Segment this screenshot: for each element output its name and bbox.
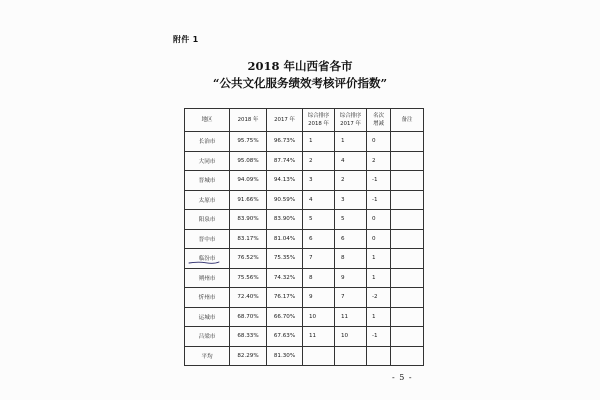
cell-rank-2017: 11 [335, 307, 367, 327]
cell-score-2017: 74.32% [267, 268, 303, 288]
cell-score-2018: 95.08% [230, 151, 267, 171]
cell-score-2017: 94.13% [267, 171, 303, 191]
cell-rank-change: 1 [367, 249, 391, 269]
cell-region: 太原市 [185, 190, 230, 210]
cell-rank-change: 1 [367, 307, 391, 327]
cell-rank-change: -1 [367, 171, 391, 191]
cell-region: 平均 [185, 346, 230, 366]
table-row [185, 190, 424, 210]
cell-region: 朔州市 [185, 268, 230, 288]
cell-score-2017: 83.90% [267, 210, 303, 230]
cell-rank-change: -1 [367, 190, 391, 210]
cell-rank-2018: 2 [303, 151, 335, 171]
cell-region: 阳泉市 [185, 210, 230, 230]
cell-note [391, 171, 424, 191]
table-header-row [185, 109, 424, 132]
attachment-label: 附件 1 [173, 35, 199, 44]
document-title-line2: “公共文化服务绩效考核评价指数” [212, 76, 388, 90]
cell-rank-2017: 8 [335, 249, 367, 269]
cell-rank-2018: 8 [303, 268, 335, 288]
table-row [185, 171, 424, 191]
header-rank-2017: 综合排序 2017 年 [335, 109, 367, 132]
cell-region: 长治市 [185, 132, 230, 152]
cell-note [391, 346, 424, 366]
cell-score-2017: 67.63% [267, 327, 303, 347]
cell-score-2018: 76.52% [230, 249, 267, 269]
ranking-table [184, 108, 424, 366]
cell-score-2017: 96.73% [267, 132, 303, 152]
cell-note [391, 190, 424, 210]
cell-rank-2018: 1 [303, 132, 335, 152]
cell-score-2018: 68.33% [230, 327, 267, 347]
cell-note [391, 268, 424, 288]
header-2017: 2017 年 [267, 109, 303, 132]
cell-rank-change [367, 346, 391, 366]
cell-score-2018: 72.40% [230, 288, 267, 308]
table-row [185, 229, 424, 249]
cell-rank-change: 0 [367, 210, 391, 230]
cell-region: 大同市 [185, 151, 230, 171]
table-row [185, 210, 424, 230]
table-row [185, 132, 424, 152]
table-row [185, 268, 424, 288]
cell-rank-change: -2 [367, 288, 391, 308]
cell-score-2017: 75.35% [267, 249, 303, 269]
cell-score-2017: 90.59% [267, 190, 303, 210]
cell-rank-2018: 11 [303, 327, 335, 347]
cell-rank-2018: 9 [303, 288, 335, 308]
cell-rank-2018: 7 [303, 249, 335, 269]
cell-score-2018: 91.66% [230, 190, 267, 210]
header-region: 地区 [185, 109, 230, 132]
cell-region: 忻州市 [185, 288, 230, 308]
cell-score-2018: 83.17% [230, 229, 267, 249]
header-rank-change: 名次 增减 [367, 109, 391, 132]
cell-note [391, 288, 424, 308]
cell-rank-2017: 3 [335, 190, 367, 210]
cell-note [391, 307, 424, 327]
cell-note [391, 210, 424, 230]
cell-region: 晋中市 [185, 229, 230, 249]
cell-rank-2018: 10 [303, 307, 335, 327]
cell-note [391, 132, 424, 152]
cell-rank-2017: 7 [335, 288, 367, 308]
table-row [185, 249, 424, 269]
cell-note [391, 151, 424, 171]
cell-rank-2018: 4 [303, 190, 335, 210]
cell-rank-2017: 10 [335, 327, 367, 347]
cell-score-2018: 68.70% [230, 307, 267, 327]
cell-score-2017: 81.04% [267, 229, 303, 249]
cell-score-2018: 94.09% [230, 171, 267, 191]
document-title-line1: 2018 年山西省各市 [247, 59, 353, 73]
cell-region: 运城市 [185, 307, 230, 327]
cell-score-2018: 95.75% [230, 132, 267, 152]
header-rank-2018: 综合排序 2018 年 [303, 109, 335, 132]
cell-score-2017: 76.17% [267, 288, 303, 308]
cell-rank-2017: 9 [335, 268, 367, 288]
cell-note [391, 327, 424, 347]
cell-rank-2018: 3 [303, 171, 335, 191]
cell-score-2018: 83.90% [230, 210, 267, 230]
table-row [185, 307, 424, 327]
cell-score-2017: 81.30% [267, 346, 303, 366]
table-row [185, 288, 424, 308]
cell-rank-change: 1 [367, 268, 391, 288]
cell-note [391, 229, 424, 249]
cell-score-2018: 82.29% [230, 346, 267, 366]
table-row [185, 346, 424, 366]
cell-rank-2018: 6 [303, 229, 335, 249]
cell-note [391, 249, 424, 269]
cell-region: 晋城市 [185, 171, 230, 191]
cell-rank-2017: 5 [335, 210, 367, 230]
cell-rank-change: 2 [367, 151, 391, 171]
cell-score-2017: 66.70% [267, 307, 303, 327]
cell-rank-change: -1 [367, 327, 391, 347]
header-2018: 2018 年 [230, 109, 267, 132]
cell-rank-2017: 4 [335, 151, 367, 171]
cell-rank-2018 [303, 346, 335, 366]
cell-rank-change: 0 [367, 132, 391, 152]
cell-rank-2017: 6 [335, 229, 367, 249]
cell-score-2017: 87.74% [267, 151, 303, 171]
cell-score-2018: 75.56% [230, 268, 267, 288]
cell-region: 吕梁市 [185, 327, 230, 347]
table-row [185, 327, 424, 347]
table-row [185, 151, 424, 171]
cell-rank-2017: 2 [335, 171, 367, 191]
cell-rank-change: 0 [367, 229, 391, 249]
header-note: 备注 [391, 109, 424, 132]
cell-rank-2017 [335, 346, 367, 366]
cell-rank-2018: 5 [303, 210, 335, 230]
cell-region: 临汾市 [185, 249, 230, 269]
page-number: - 5 - [392, 373, 413, 382]
cell-rank-2017: 1 [335, 132, 367, 152]
